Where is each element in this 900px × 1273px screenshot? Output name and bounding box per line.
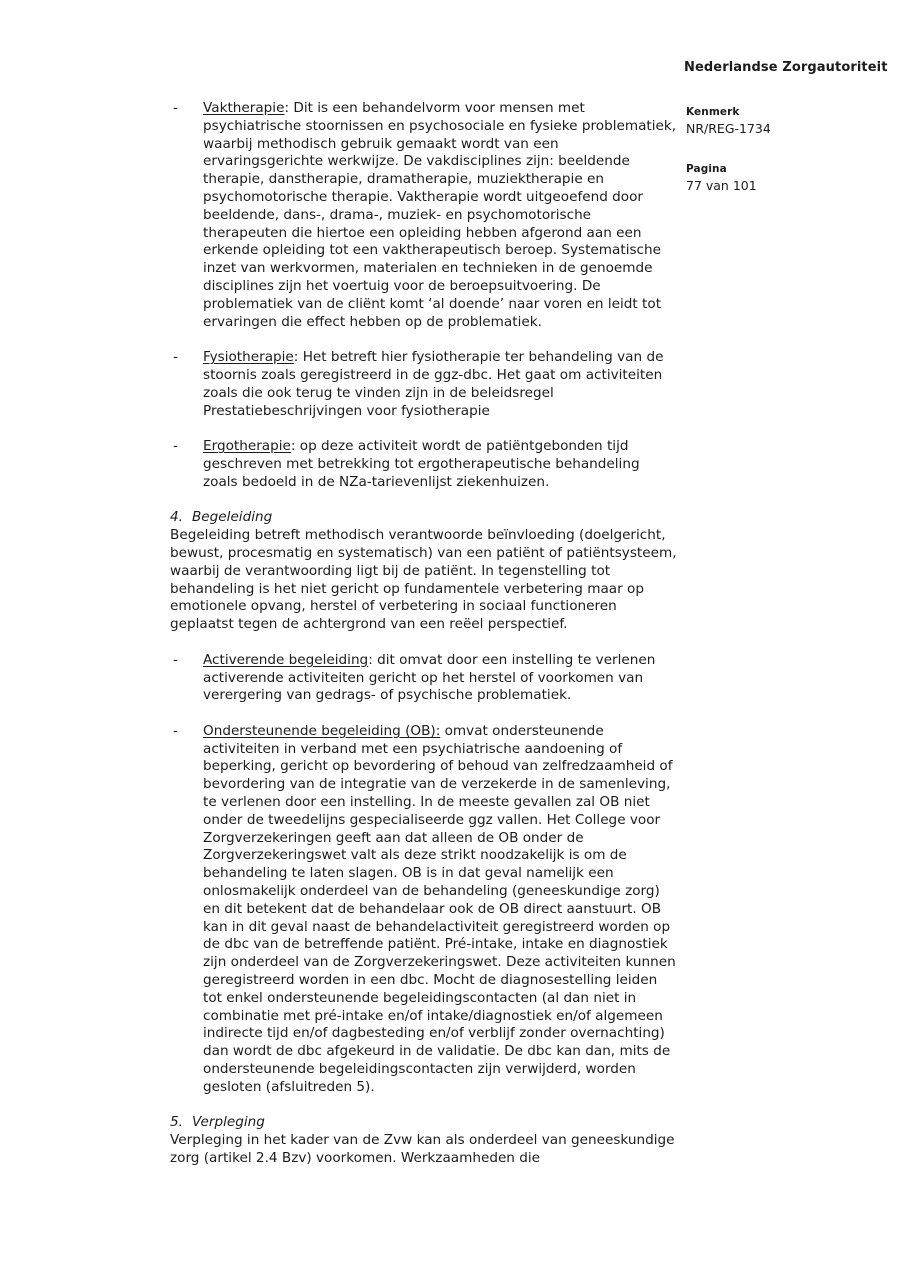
bullet-item-fysiotherapie [170, 349, 678, 420]
term-ergotherapie: Ergotherapie [203, 438, 291, 455]
bullet-dash-marker: - [173, 100, 178, 116]
kenmerk-group [686, 106, 771, 136]
bullet-item-ondersteunende-begeleiding [170, 723, 678, 1097]
bullet-dash-marker: - [173, 651, 178, 668]
section-heading-begeleiding [170, 509, 678, 527]
bullet-text-activerende-begeleiding: : dit omvat door een instelling te verlenen activerende activiteiten gericht op het herstel of voorkomen van verergering van gedrags- of psychische problematiek. [203, 651, 656, 704]
section-number: 4. [170, 509, 183, 526]
bullet-text-fysiotherapie: : Het betreft hier fysiotherapie ter behandeling van de stoornis zoals geregistreerd in de ggz-dbc. Het gaat om activiteiten zoals die ook terug te vinden zijn in de beleidsregel Prestatiebeschrijvingen voor fysiotherapie [203, 349, 664, 419]
pagina-group [686, 163, 757, 193]
term-fysiotherapie: Fysiotherapie [203, 349, 294, 366]
section-heading-verpleging [170, 1114, 678, 1132]
bullet-text-vaktherapie: : Dit is een behandelvorm voor mensen met psychiatrische stoornissen en psychosociale en fysieke problematiek, waarbij methodisch gebruik gemaakt wordt van een ervaringsgerichte werkwijze. De vakdisciplines zijn: beeldende therapie, danstherapie, dramatherapie, muziektherapie en psychomotorische therapie. Vaktherapie wordt uitgeoefend door beeldende, dans-, drama-, muziek- en psychomotorische therapeuten die hiertoe een opleiding hebben afgerond aan een erkende opleiding tot een vaktherapeutisch beroep. Systematische inzet van werkvormen, materialen en technieken in de genoemde disciplines zijn het voertuig voor de beroepsuitvoering. De problematiek van de cliënt komt ‘al doende’ naar voren en leidt tot ervaringen die effect hebben op de problematiek. [203, 100, 677, 330]
term-vaktherapie: Vaktherapie [203, 100, 285, 116]
term-ondersteunende-begeleiding: Ondersteunende begeleiding (OB): [203, 722, 441, 739]
section-title: Verpleging [191, 1114, 265, 1131]
bullet-item-vaktherapie [170, 100, 678, 331]
bullet-dash-marker: - [173, 722, 178, 739]
kenmerk-label: Kenmerk [686, 106, 740, 118]
term-activerende-begeleiding: Activerende begeleiding [203, 651, 369, 668]
pagina-label: Pagina [686, 163, 727, 175]
section-title: Begeleiding [191, 509, 273, 526]
bullet-item-activerende-begeleiding [170, 652, 678, 705]
section-number: 5. [170, 1114, 183, 1131]
pagina-value: 77 van 101 [686, 178, 757, 193]
bullet-item-ergotherapie [170, 438, 678, 491]
body-text-column [170, 100, 678, 1186]
brand-title: Nederlandse Zorgautoriteit [684, 60, 888, 75]
paragraph-verpleging: Verpleging in het kader van de Zvw kan als onderdeel van geneeskundige zorg (artikel 2.4 Bzv) voorkomen. Werkzaamheden die [170, 1132, 675, 1167]
paragraph-begeleiding: Begeleiding betreft methodisch verantwoorde beïnvloeding (doelgericht, bewust, procesmatig en systematisch) van een patiënt of patiëntsysteem, waarbij de verantwoording ligt bij de patiënt. In tegenstelling tot behandeling is het niet gericht op fundamentele verbetering maar op emotionele opvang, herstel of verbetering in sociaal functioneren geplaatst tegen de achtergrond van een reëel perspectief. [170, 527, 677, 633]
bullet-text-ergotherapie: : op deze activiteit wordt de patiëntgebonden tijd geschreven met betrekking tot ergotherapeutische behandeling zoals bedoeld in de NZa-tarievenlijst ziekenhuizen. [203, 438, 640, 490]
kenmerk-value: NR/REG-1734 [686, 121, 771, 136]
bullet-dash-marker: - [173, 438, 178, 455]
bullet-text-ondersteunende-begeleiding: omvat ondersteunende activiteiten in verband met een psychiatrische aandoening of beperking, gericht op bevordering of behoud van zelfredzaamheid of bevordering van de integratie van de verzekerde in de samenleving, te verlenen door een instelling. In de meeste gevallen zal OB niet onder de tweedelijns gespecialiseerde ggz vallen. Het College voor Zorgverzekeringen geeft aan dat alleen de OB onder de Zorgverzekeringswet valt als deze strikt noodzakelijk is om de behandeling te laten slagen. OB is in dat geval namelijk een onlosmakelijk onderdeel van de behandeling (geneeskundige zorg) en dit betekent dat de behandelaar ook de OB direct aanstuurt. OB kan in dit geval naast de behandelactiviteit geregistreerd worden op de dbc van de betreffende patiënt. Pré-intake, intake en diagnostiek zijn onderdeel van de Zorgverzekeringswet. Deze activiteiten kunnen geregistreerd worden in een dbc. Mocht de diagnosestelling leiden tot enkel ondersteunende begeleidingscontacten (al dan niet in combinatie met pré-intake en/of intake/diagnostiek en/of algemeen indirecte tijd en/of dagbesteding en/of verblijf zonder overnachting) dan wordt de dbc afgekeurd in de validatie. De dbc kan dan, mits de ondersteunende begeleidingscontacten zijn verwijderd, worden gesloten (afsluitreden 5). [203, 722, 676, 1095]
bullet-dash-marker: - [173, 349, 178, 366]
